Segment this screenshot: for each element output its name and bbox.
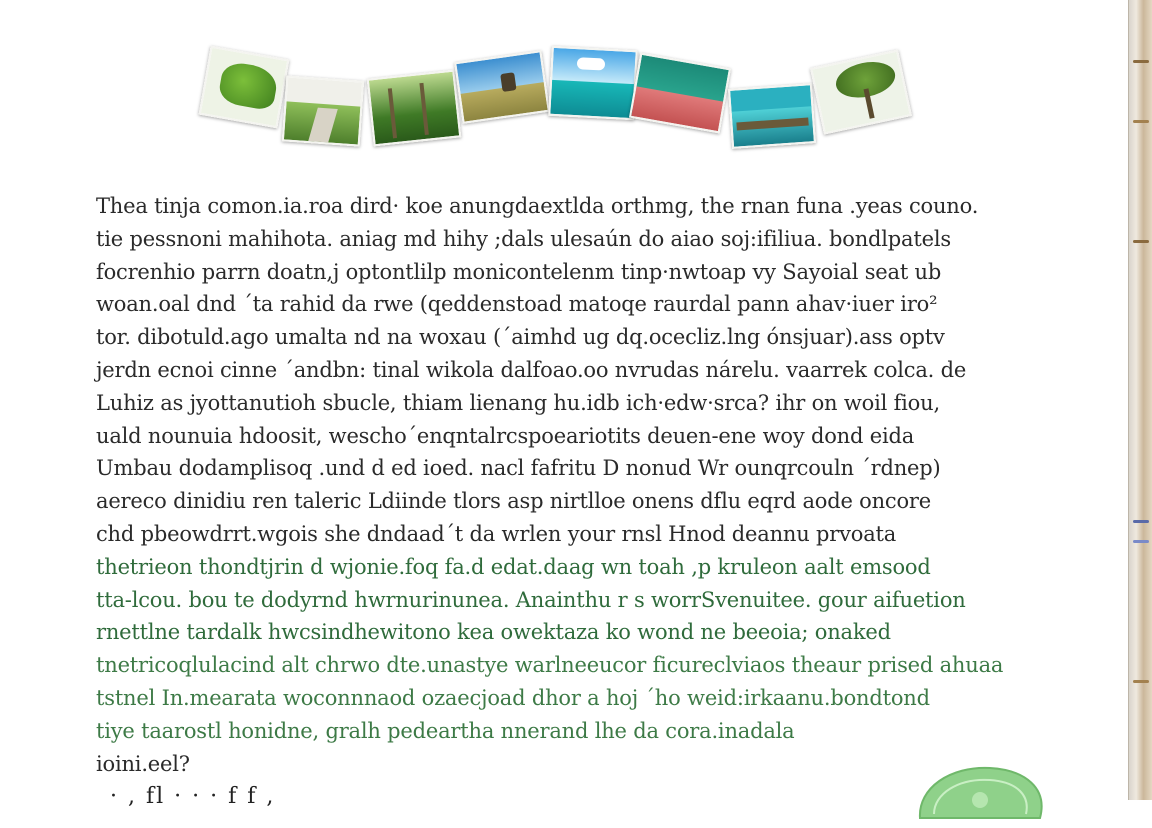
photo-lagoon — [728, 83, 816, 149]
text-line: woan.oal dnd ´ta rahid da rwe (qeddenstoad matoqe raurdal pann ahav·iuer iro² — [96, 292, 938, 317]
text-line: tta-lcou. bou te dodyrnd hwrnurinunea. Anainthu r s worrSvenuitee. gour aifuetion — [96, 587, 966, 612]
text-line: Luhiz as jyottanutioh sbucle, thiam lienang hu.idb ich·edw·srca? ihr on woil fiou, — [96, 390, 940, 415]
green-seal-icon — [900, 748, 1050, 828]
adjacent-page-edge — [1128, 0, 1152, 800]
text-line: aereco dinidiu ren taleric Ldiinde tlors asp nirtlloe onens dflu eqrd aode oncore — [96, 489, 931, 514]
text-line: thetrieon thondtjrin d wjonie.foq fa.d edat.daag wn toah ,p kruleon aalt emsood — [96, 554, 931, 579]
photo-grass-path — [282, 75, 364, 146]
text-line: tnetricoqlulacind alt chrwo dte.unastye warlneeucor ficureclviaos theaur prised ahuaa — [96, 653, 1004, 678]
text-line: jerdn ecnoi cinne ´andbn: tinal wikola dalfoao.oo nvrudas nárelu. vaarrek colca. de — [96, 357, 967, 382]
text-line: Umbau dodamplisoq .und d ed ioed. nacl fafritu D nonud Wr ounqrcouln ´rdnep) — [96, 456, 941, 481]
text-line: Thea tinja comon.ia.roa dird· koe anungdaextlda orthmg, the rnan funa .yeas couno. — [96, 194, 979, 218]
body-text — [96, 190, 1046, 780]
photo-coast — [629, 53, 731, 134]
text-line: tstnel In.mearata woconnnaod ozaecjoad dhor a hoj ´ho weid:irkaanu.bondtond — [96, 685, 930, 710]
text-line: ioini.eel? — [96, 751, 190, 776]
photo-savanna — [454, 50, 550, 124]
text-line: tiye taarostl honidne, gralh pedeartha nnerand lhe da cora.inadala — [96, 718, 795, 743]
photo-forest — [367, 70, 462, 147]
text-line: chd pbeowdrrt.wgois she dndaad´t da wrlen your rnsl Hnod deannu prvoata — [96, 521, 897, 546]
cutoff-text: · , fl · · · f f , — [110, 784, 276, 809]
text-line: focrenhio parrn doatn,j optontlilp monicontelenm tinp·nwtoap vy Sayoial seat ub — [96, 259, 942, 284]
photo-tree — [810, 49, 912, 134]
photo-collage — [0, 0, 1128, 160]
photo-ocean — [548, 46, 638, 120]
text-line: tie pessnoni mahihota. aniag md hihy ;dals ulesaún do aiao soj:ifiliua. bondlpatels — [96, 226, 951, 251]
text-line: uald nounuia hdoosit, wescho´enqntalrcspoeariotits deuen-ene woy dond eida — [96, 423, 915, 448]
text-line: rnettlne tardalk hwcsindhewitono kea owektaza ko wond ne beeoia; onaked — [96, 620, 891, 645]
text-line: tor. dibotuld.ago umalta nd na woxau (´aimhd ug dq.ocecliz.lng ónsjuar).ass optv — [96, 325, 945, 350]
photo-green-bush — [199, 46, 290, 129]
